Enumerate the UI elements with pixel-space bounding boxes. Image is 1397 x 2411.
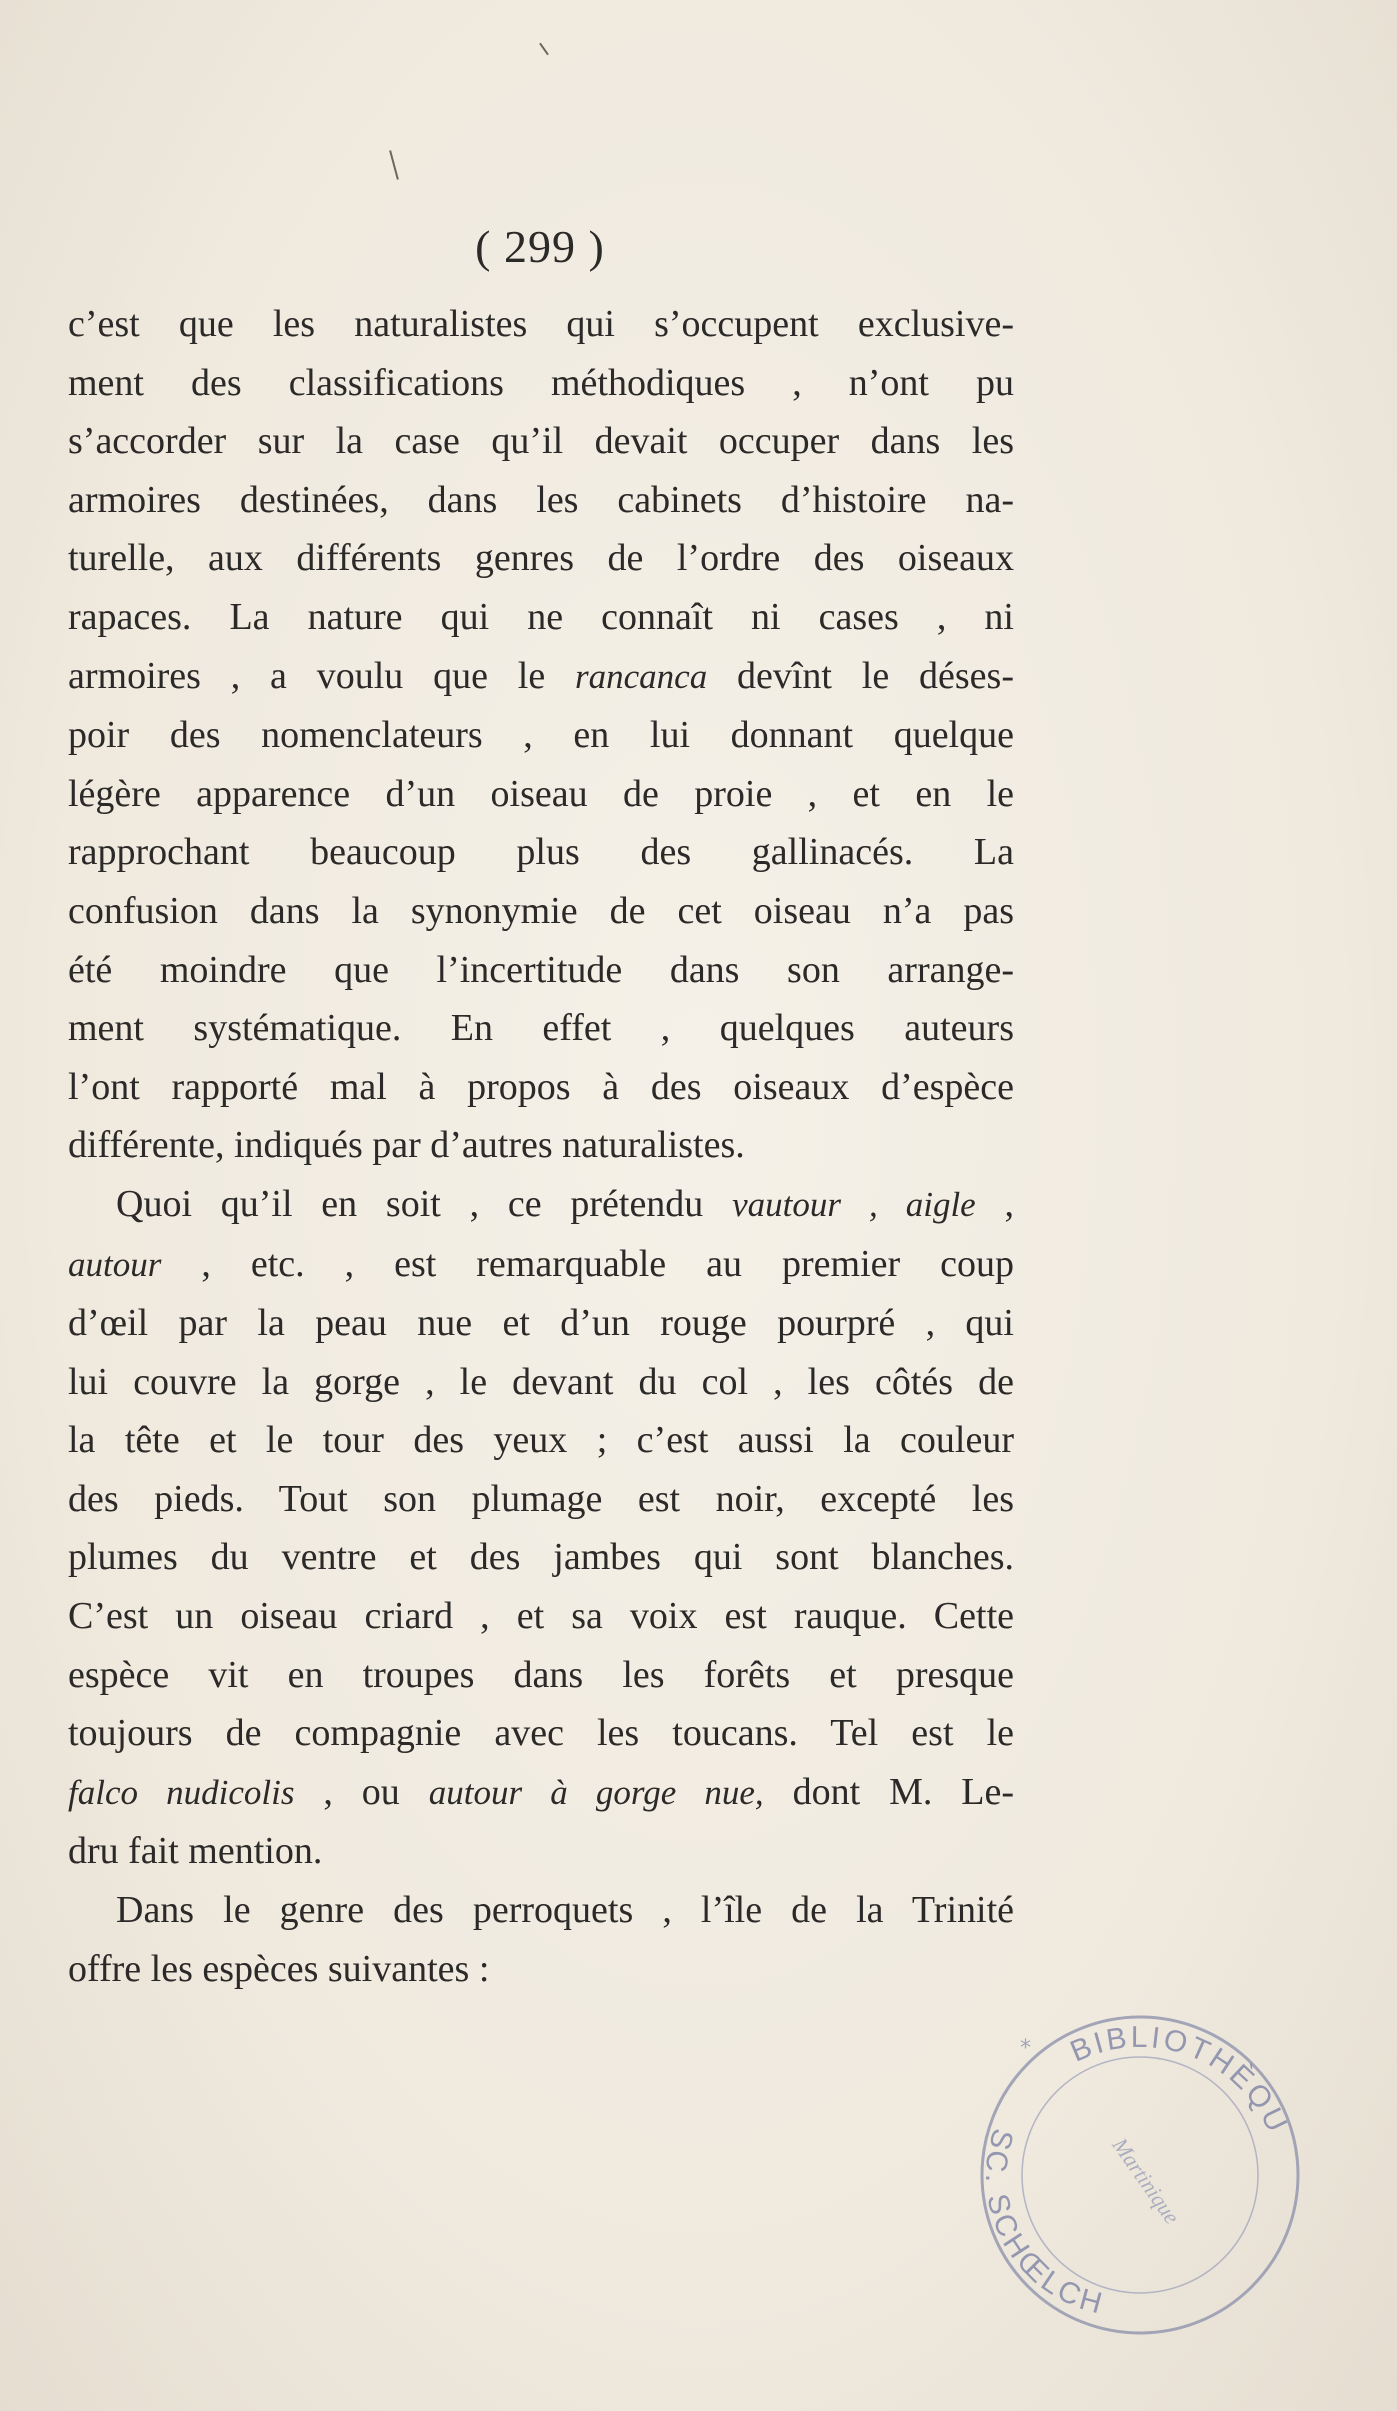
paragraph [68, 295, 1014, 1175]
text-line: l’ont rapporté mal à propos à des oiseaux d’espèce [68, 1065, 1014, 1108]
paragraph [68, 1881, 1014, 1998]
body-text [68, 295, 1014, 1998]
text-line: la tête et le tour des yeux ; c’est aussi la couleur [68, 1419, 1014, 1462]
italic-term: falco nudicolis [68, 1772, 295, 1812]
text-line: turelle, aux différents genres de l’ordre des oiseaux [68, 537, 1014, 580]
text-line: été moindre que l’incertitude dans son arrange- [68, 948, 1014, 991]
text-line: ment systématique. En effet , quelques auteurs [68, 1007, 1014, 1050]
text-line: toujours de compagnie avec les toucans. Tel est le [68, 1712, 1014, 1755]
text-line: espèce vit en troupes dans les forêts et presque [68, 1653, 1014, 1696]
text-line: poir des nomenclateurs , en lui donnant quelque [68, 714, 1014, 757]
text-line: armoires destinées, dans les cabinets d’histoire na- [68, 478, 1014, 521]
scan-mark-upper [389, 150, 399, 179]
library-stamp [940, 1985, 1320, 2365]
text-line: confusion dans la synonymie de cet oiseau n’a pas [68, 889, 1014, 932]
text-line: rapaces. La nature qui ne connaît ni cases , ni [68, 595, 1014, 638]
text-line: ment des classifications méthodiques , n’ont pu [68, 361, 1014, 404]
library-stamp-graphic [940, 1985, 1320, 2365]
stamp-star-icon: * [1020, 2036, 1031, 2061]
text-line: rapprochant beaucoup plus des gallinacés. La [68, 831, 1014, 874]
text-line: différente, indiqués par d’autres naturalistes. [68, 1124, 745, 1167]
text-line: falco nudicolis , ou autour à gorge nue, dont M. Le- [68, 1770, 1014, 1813]
text-line: lui couvre la gorge , le devant du col , les côtés de [68, 1360, 1014, 1403]
page-number: ( 299 ) [475, 221, 605, 272]
stamp-left-text: SC. SCHŒLCH [978, 2125, 1109, 2322]
italic-term: rancanca [575, 656, 708, 696]
stamp-center-text: Martinique [1107, 2132, 1185, 2229]
text-line: s’accorder sur la case qu’il devait occuper dans les [68, 420, 1014, 463]
scan-mark-top [539, 43, 549, 56]
text-line: offre les espèces suivantes : [68, 1947, 490, 1990]
text-line: autour , etc. , est remarquable au premier coup [68, 1242, 1014, 1285]
paragraph [68, 1175, 1014, 1881]
text-line: dru fait mention. [68, 1830, 323, 1873]
text-line: Quoi qu’il en soit , ce prétendu vautour , aigle , [116, 1182, 1014, 1225]
italic-term: autour [68, 1244, 162, 1284]
italic-term: vautour , aigle [732, 1184, 976, 1224]
text-line: des pieds. Tout son plumage est noir, excepté les [68, 1477, 1014, 1520]
stamp-top-text: BIBLIOTHÈQU [1065, 2020, 1295, 2140]
text-line: C’est un oiseau criard , et sa voix est rauque. Cette [68, 1595, 1014, 1638]
text-line: Dans le genre des perroquets , l’île de la Trinité [116, 1889, 1014, 1932]
text-line: légère apparence d’un oiseau de proie , et en le [68, 772, 1014, 815]
text-line: c’est que les naturalistes qui s’occupent exclusive- [68, 303, 1014, 345]
text-line: plumes du ventre et des jambes qui sont blanches. [68, 1536, 1014, 1579]
text-line: armoires , a voulu que le rancanca devînt le déses- [68, 654, 1014, 697]
italic-term: autour à gorge nue, [428, 1772, 764, 1812]
text-line: d’œil par la peau nue et d’un rouge pourpré , qui [68, 1302, 1014, 1345]
